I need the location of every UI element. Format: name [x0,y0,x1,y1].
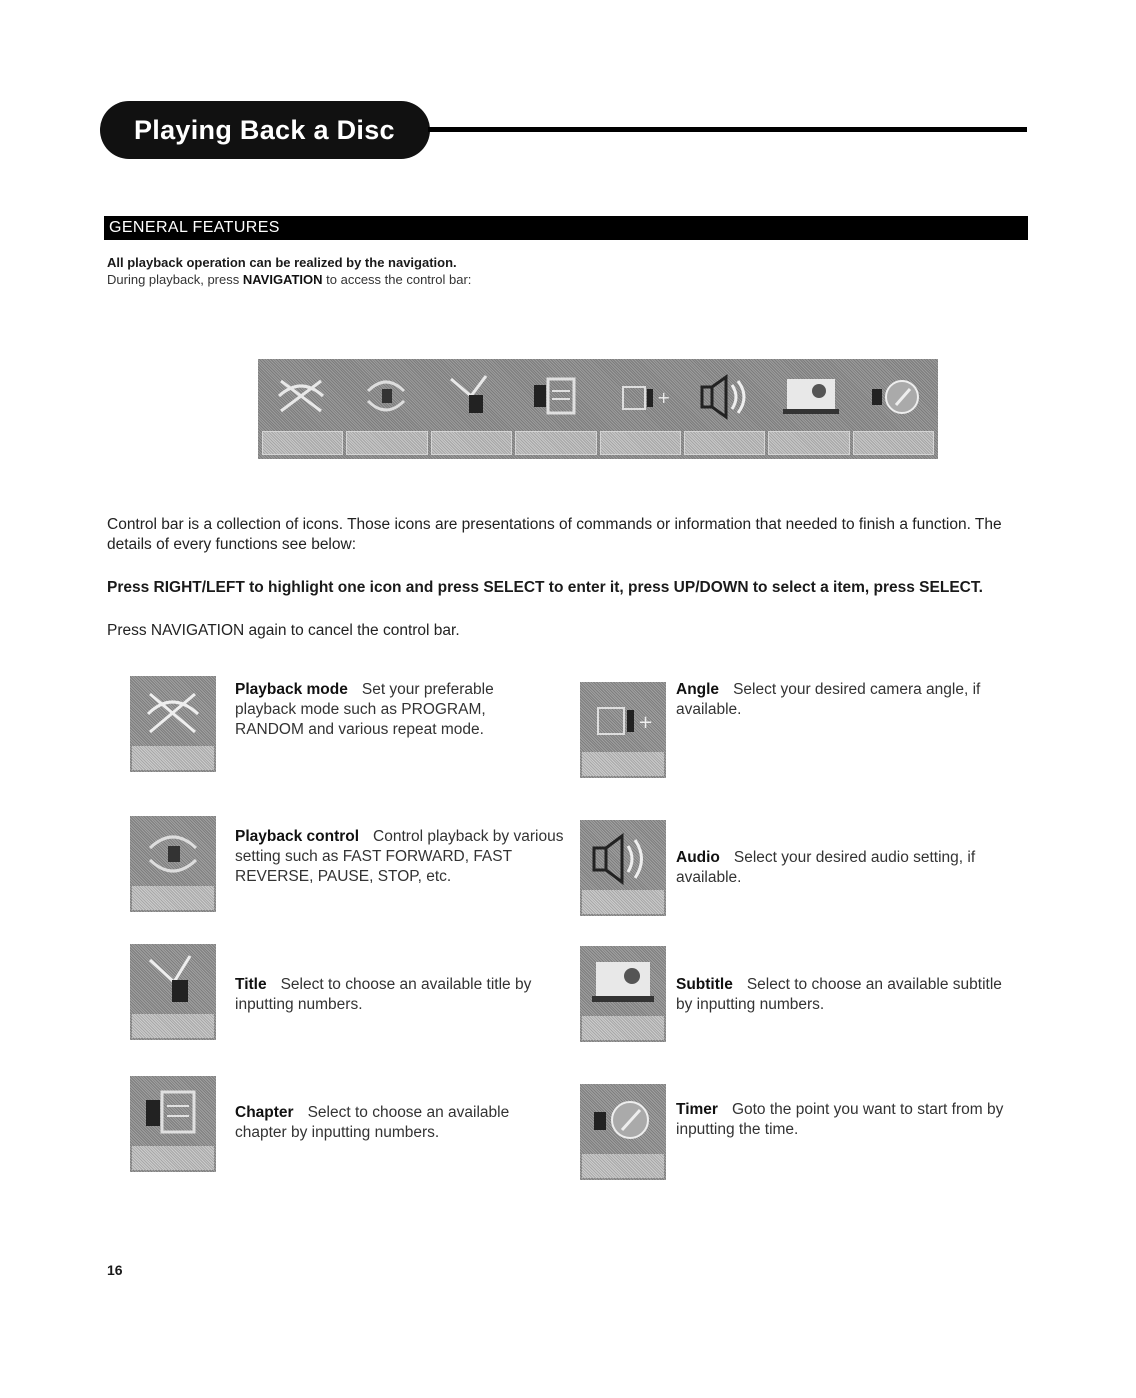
feature-chapter [235,1103,565,1143]
feature-name: Timer [676,1101,718,1118]
feature-name: Chapter [235,1104,294,1121]
feature-desc: Select your desired camera angle, if available. [676,681,981,718]
timer-icon [853,365,938,427]
svg-text:+: + [656,388,670,407]
section-header: GENERAL FEATURES [104,216,1028,240]
feature-desc: Select to choose an available chapter by inputting numbers. [235,1104,510,1141]
audio-icon [580,820,666,916]
feature-title [235,975,565,1015]
feature-name: Playback control [235,828,360,845]
control-bar-label [346,431,427,455]
playback-control-icon [343,365,428,427]
feature-name: Angle [676,681,720,698]
feature-audio [676,848,996,888]
subtitle-icon [768,365,853,427]
feature-desc: Select your desired audio setting, if available. [676,849,976,886]
title-icon [428,365,513,427]
feature-desc: Select to choose an available subtitle by inputting numbers. [676,976,1002,1013]
feature-name: Title [235,976,267,993]
feature-angle [676,680,996,720]
intro-key: NAVIGATION [242,272,323,287]
instruction-paragraph: Press RIGHT/LEFT to highlight one icon and press SELECT to enter it, press UP/DOWN to select a item, press SELECT. [107,579,983,596]
intro-line-2 [107,272,471,287]
feature-playback-control [235,827,565,887]
timer-icon [580,1084,666,1180]
feature-name: Playback mode [235,681,348,698]
feature-name: Audio [676,849,720,866]
control-bar-label [768,431,849,455]
cancel-paragraph: Press NAVIGATION again to cancel the control bar. [107,622,460,639]
control-bar-image [258,359,938,459]
intro-prefix: During playback, press [107,272,243,287]
control-bar-label [262,431,343,455]
feature-name: Subtitle [676,976,733,993]
angle-icon [580,682,666,778]
angle-icon [598,365,683,427]
feature-desc: Set your preferable playback mode such as PROGRAM, RANDOM and various repeat mode. [235,681,494,738]
feature-desc: Goto the point you want to start from by inputting the time. [676,1101,1004,1138]
feature-desc: Control playback by various setting such as FAST FORWARD, FAST REVERSE, PAUSE, STOP, etc. [235,828,564,885]
audio-icon [683,365,768,427]
chapter-icon [130,1076,216,1172]
chapter-icon [513,365,598,427]
feature-timer [676,1100,1006,1140]
description-paragraph: Control bar is a collection of icons. Those icons are presentations of commands or information that needed to finish a function. The details of every functions see below: [107,516,1002,553]
subtitle-icon [580,946,666,1042]
playback-mode-icon [130,676,216,772]
intro-suffix: to access the control bar: [322,272,472,287]
page-number: 16 [107,1262,123,1278]
feature-desc: Select to choose an available title by inputting numbers. [235,976,532,1013]
title-icon [130,944,216,1040]
svg-text:+: + [638,712,654,733]
playback-mode-icon [258,365,343,427]
control-bar-label [853,431,934,455]
intro-line-1: All playback operation can be realized by the navigation. [107,255,457,270]
feature-subtitle [676,975,1006,1015]
title-rule [428,127,1027,132]
control-bar-label [600,431,681,455]
page-title: Playing Back a Disc [100,101,430,159]
playback-control-icon [130,816,216,912]
control-bar-label [684,431,765,455]
control-bar-label [515,431,596,455]
feature-playback-mode [235,680,555,740]
control-bar-label [431,431,512,455]
